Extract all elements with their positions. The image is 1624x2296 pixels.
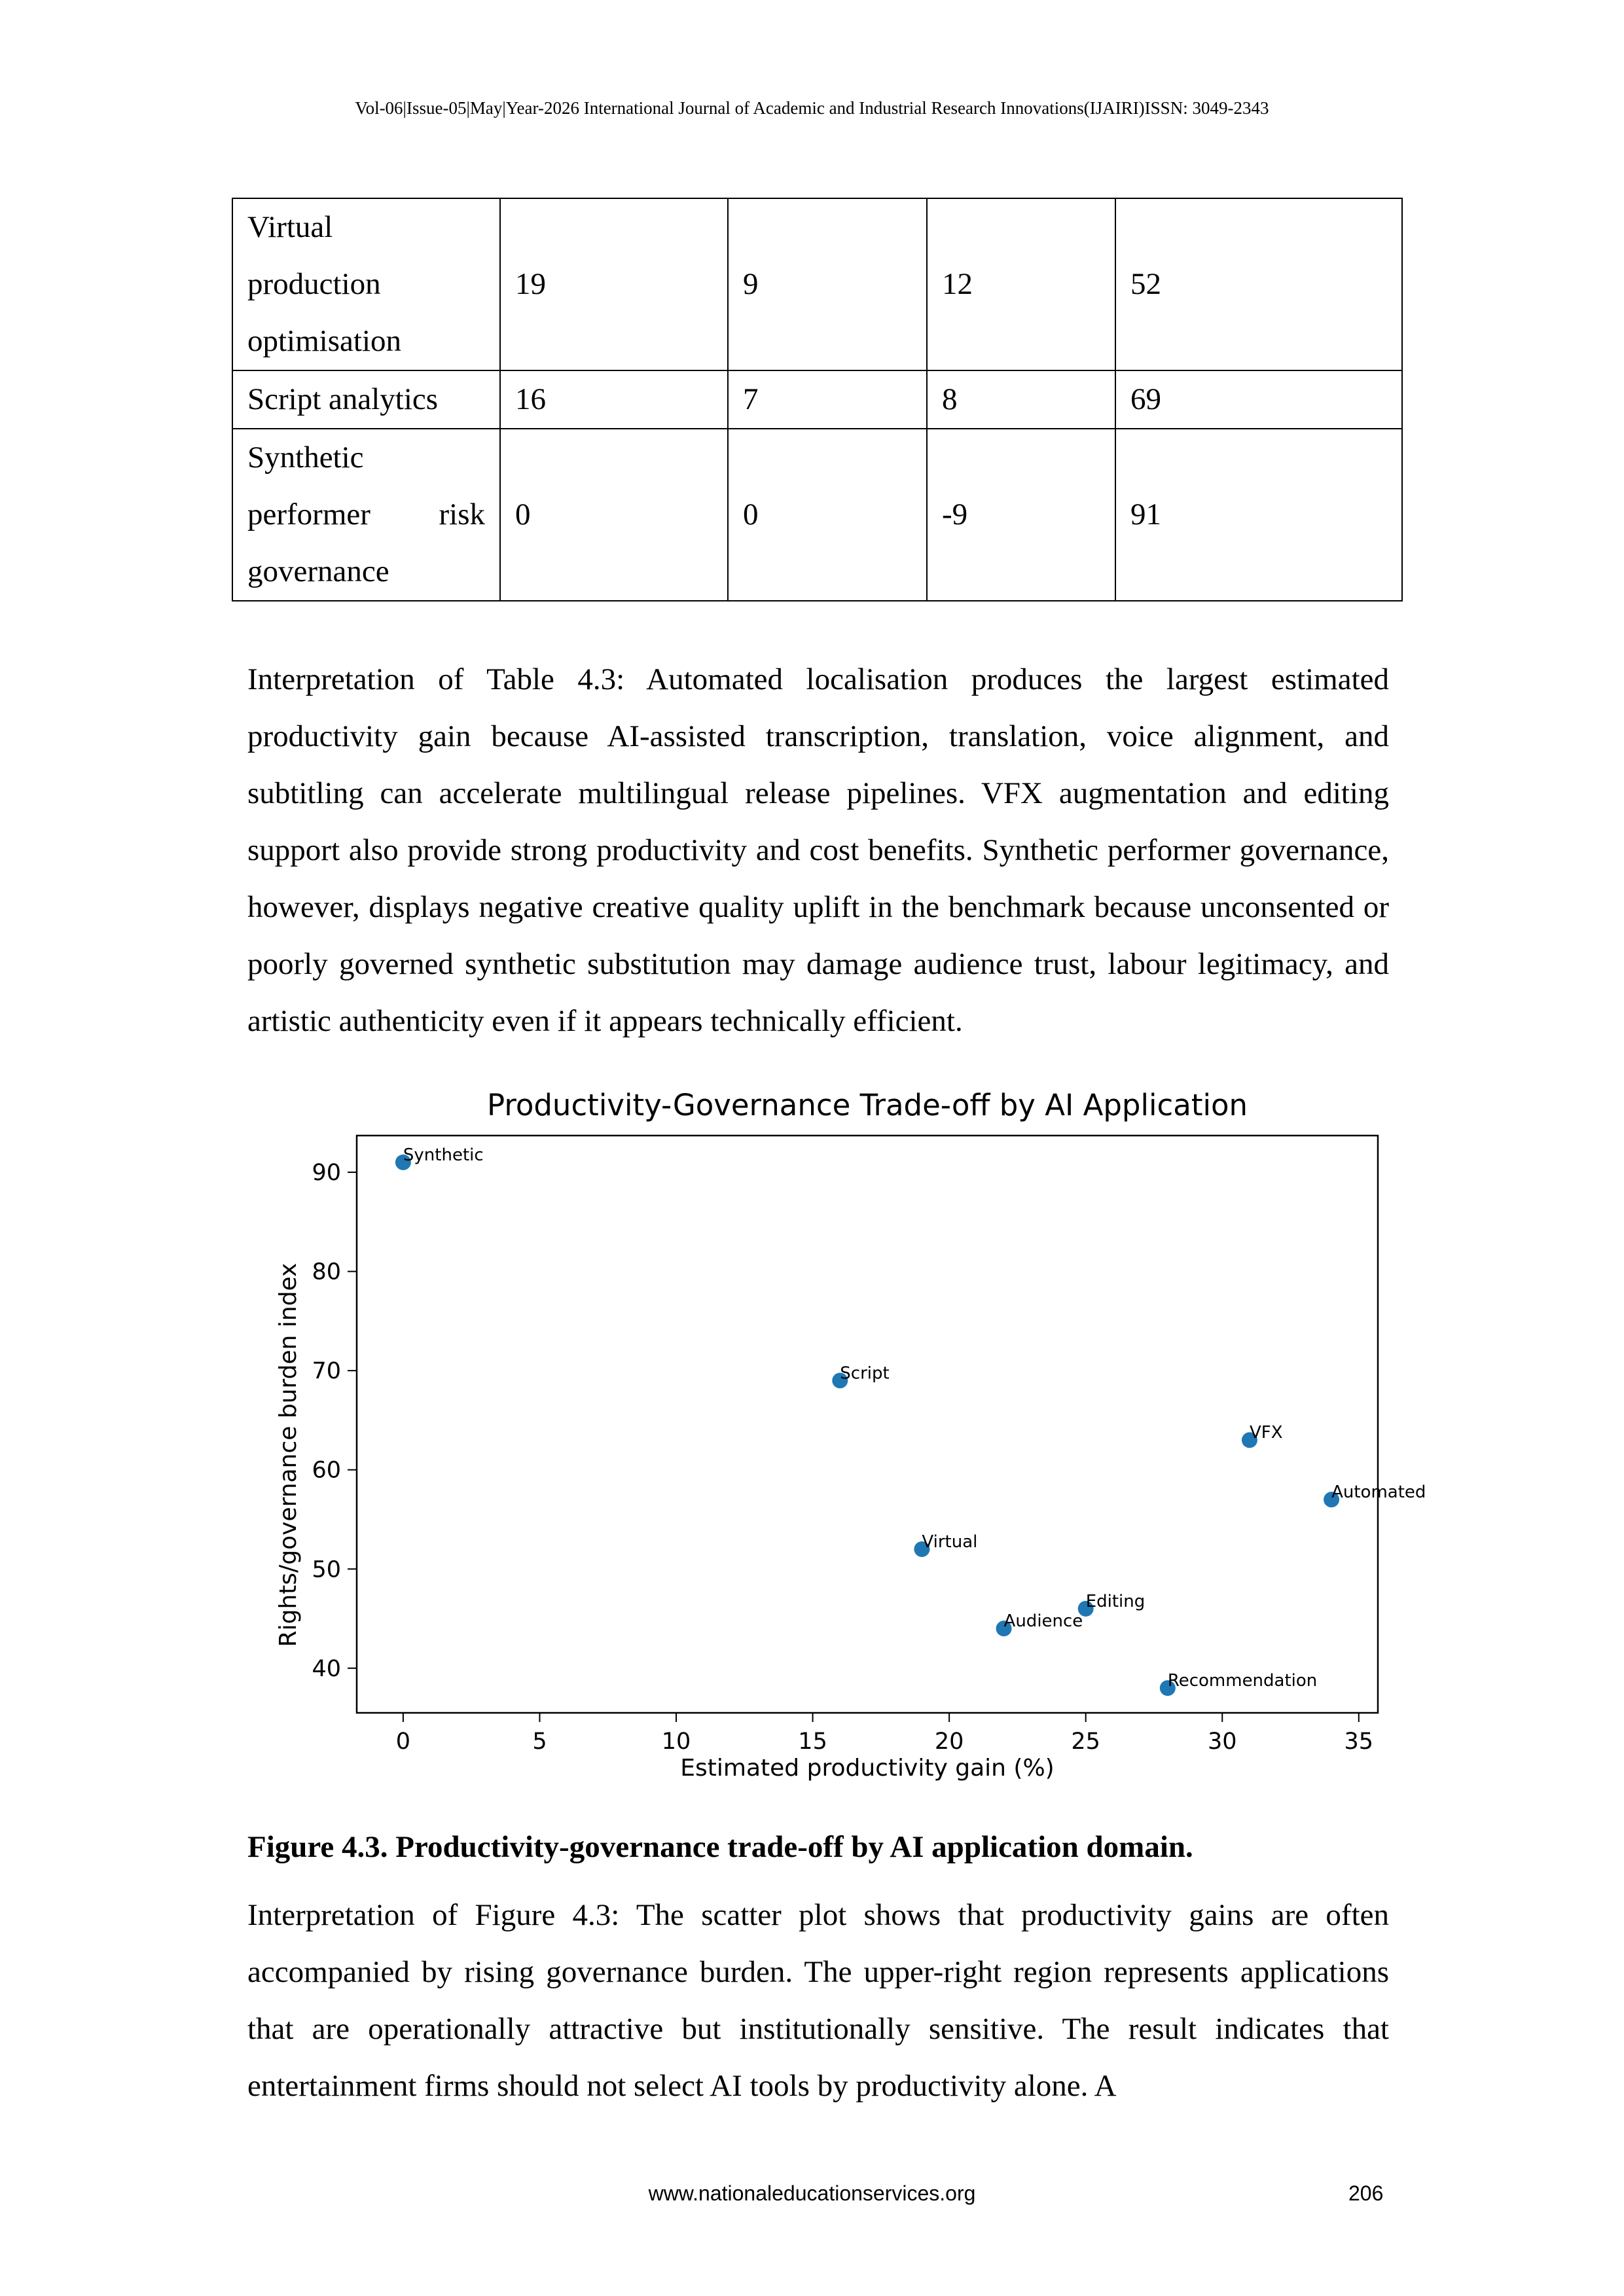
y-tick-label: 40: [312, 1655, 341, 1682]
table-row: [232, 429, 1402, 601]
figure-interpretation-paragraph: Interpretation of Figure 4.3: The scatter plot shows that productivity gains are often accompanied by rising governance burden. The upper-right region represents applications that are operationally attractive but institutionally sensitive. The result indicates that entertainment firms should not select AI tools by productivity alone. A: [247, 1898, 1389, 2103]
x-tick-label: 0: [395, 1729, 411, 1755]
plot-frame: [357, 1136, 1378, 1713]
table-cell: 69: [1115, 370, 1402, 429]
point-label: Audience: [1003, 1611, 1083, 1632]
point-label: Synthetic: [403, 1145, 484, 1165]
row-label-line: optimisation: [247, 324, 401, 358]
scatter-chart: [249, 1073, 1426, 1820]
point-label: Virtual: [922, 1532, 978, 1552]
row-label-line: Script analytics: [247, 382, 439, 416]
table-cell: 16: [500, 370, 728, 429]
journal-header: Vol-06|Issue-05|May|Year-2026 International Journal of Academic and Industrial Research Innovations(IJAIRI)ISSN: 3049-2343: [355, 98, 1269, 118]
x-tick-label: 30: [1207, 1729, 1237, 1755]
x-tick-label: 10: [661, 1729, 691, 1755]
table-row: [232, 370, 1402, 429]
x-tick-label: 15: [798, 1729, 827, 1755]
row-label-line: production: [247, 267, 381, 301]
row-label-cell: [232, 429, 500, 601]
chart-title: Productivity-Governance Trade-off by AI Application: [486, 1088, 1248, 1122]
row-label-cell: [232, 198, 500, 370]
table-cell: 7: [728, 370, 927, 429]
y-axis-label: Rights/governance burden index: [275, 1263, 302, 1647]
table-cell: 52: [1115, 198, 1402, 370]
table-cell: -9: [927, 429, 1115, 601]
row-label-line: Virtual: [247, 210, 333, 244]
table-cell: 0: [728, 429, 927, 601]
table-cell: 8: [927, 370, 1115, 429]
y-tick-label: 90: [312, 1160, 341, 1187]
row-label-cell: [232, 370, 500, 429]
y-tick-label: 60: [312, 1457, 341, 1484]
point-label: Automated: [1331, 1482, 1426, 1503]
figure-caption: Figure 4.3. Productivity-governance trade-off by AI application domain.: [247, 1830, 1193, 1864]
x-tick-label: 35: [1344, 1729, 1374, 1755]
point-label: Script: [840, 1363, 890, 1384]
footer-url[interactable]: www.nationaleducationservices.org: [648, 2181, 976, 2205]
table-cell: 12: [927, 198, 1115, 370]
page-number: 206: [1348, 2181, 1384, 2205]
y-tick-label: 50: [312, 1556, 341, 1583]
row-label-line: performer risk: [247, 497, 485, 531]
y-tick-label: 70: [312, 1358, 341, 1385]
row-label-line: Synthetic: [247, 440, 364, 475]
x-tick-label: 20: [934, 1729, 964, 1755]
table-cell: 9: [728, 198, 927, 370]
point-label: Recommendation: [1167, 1671, 1318, 1691]
table-interpretation-paragraph: Interpretation of Table 4.3: Automated localisation produces the largest estimated productivity gain because AI-assisted transcription, translation, voice alignment, and subtitling can accelerate multilingual release pipelines. VFX augmentation and editing support also provide strong productivity and cost benefits. Synthetic performer governance, however, displays negative creative quality uplift in the benchmark because unconsented or poorly governed synthetic substitution may damage audience trust, labour legitimacy, and artistic authenticity even if it appears technically efficient.: [247, 662, 1389, 1038]
x-tick-label: 25: [1071, 1729, 1100, 1755]
table-cell: 91: [1115, 429, 1402, 601]
y-tick-label: 80: [312, 1259, 341, 1285]
x-tick-label: 5: [532, 1729, 547, 1755]
data-table: [232, 198, 1403, 601]
row-label-line: governance: [247, 554, 389, 588]
table-cell: 19: [500, 198, 728, 370]
table-cell: 0: [500, 429, 728, 601]
x-axis-label: Estimated productivity gain (%): [680, 1755, 1055, 1782]
point-label: Editing: [1085, 1591, 1146, 1611]
table-row: [232, 198, 1402, 370]
point-label: VFX: [1249, 1423, 1283, 1443]
